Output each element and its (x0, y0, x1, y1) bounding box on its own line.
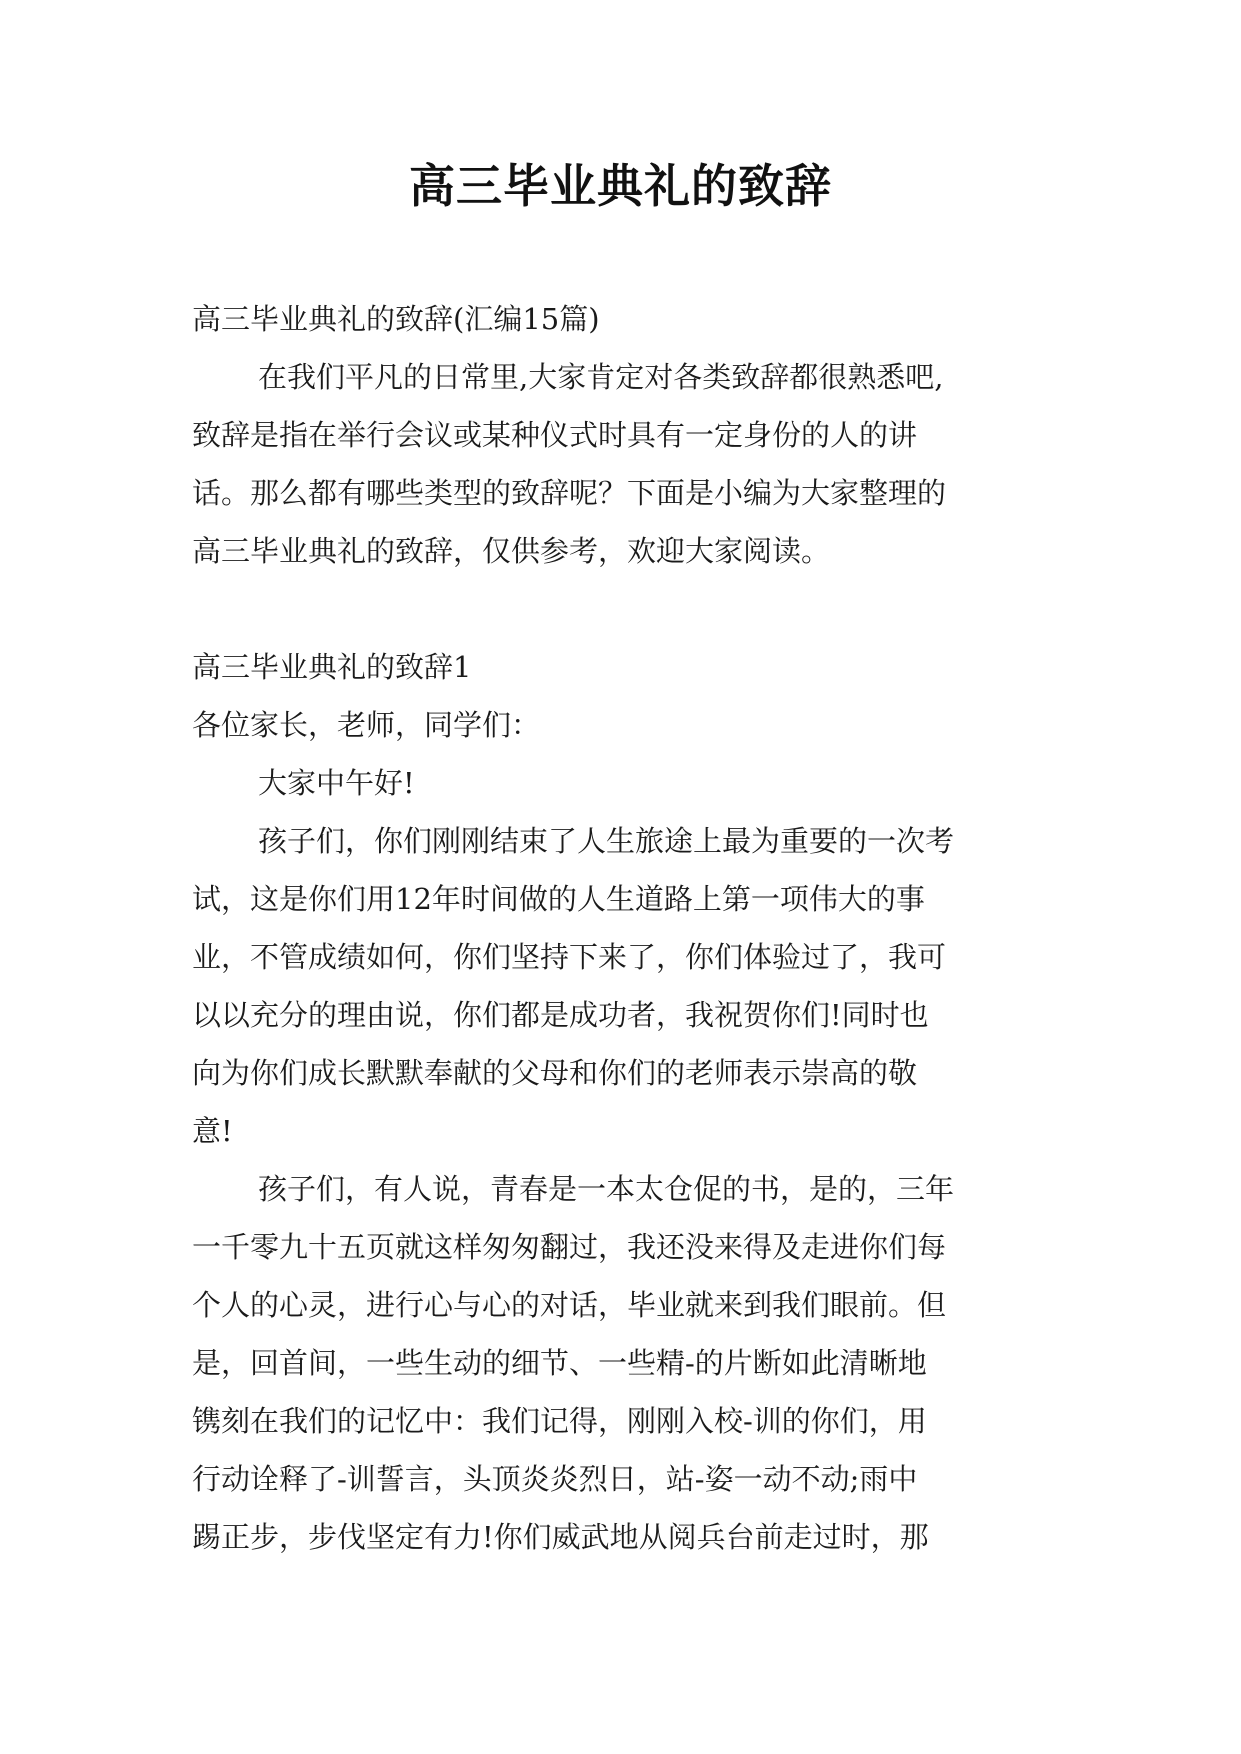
paragraph-line: 一千零九十五页就这样匆匆翻过，我还没来得及走进你们每 (192, 1230, 947, 1264)
document-body (192, 290, 1054, 1566)
paragraph-line: 向为你们成长默默奉献的父母和你们的老师表示崇高的敬 (192, 1056, 918, 1090)
paragraph-line: 个人的心灵，进行心与心的对话，毕业就来到我们眼前。但 (192, 1288, 947, 1322)
intro-line: 高三毕业典礼的致辞，仅供参考，欢迎大家阅读。 (192, 534, 831, 568)
intro-line: 话。那么都有哪些类型的致辞呢？下面是小编为大家整理的 (192, 476, 947, 510)
intro-line: 在我们平凡的日常里,大家肯定对各类致辞都很熟悉吧, (258, 360, 944, 394)
paragraph-line: 踢正步，步伐坚定有力!你们威武地从阅兵台前走过时，那 (192, 1520, 929, 1554)
paragraph-line: 孩子们，你们刚刚结束了人生旅途上最为重要的一次考 (258, 824, 955, 858)
paragraph-line: 行动诠释了-训誓言，头顶炎炎烈日，站-姿一动不动;雨中 (192, 1462, 918, 1496)
intro-paragraph (192, 348, 1054, 580)
paragraph-line: 以以充分的理由说，你们都是成功者，我祝贺你们!同时也 (192, 998, 929, 1032)
intro-line: 致辞是指在举行会议或某种仪式时具有一定身份的人的讲 (192, 418, 918, 452)
paragraph-line: 孩子们，有人说，青春是一本太仓促的书，是的，三年 (258, 1172, 955, 1206)
paragraph-line: 试，这是你们用12年时间做的人生道路上第一项伟大的事 (192, 882, 925, 916)
paragraph-spacer (192, 580, 1054, 638)
speech-paragraph-2 (192, 1160, 1054, 1566)
document-title: 高三毕业典礼的致辞 (409, 159, 832, 213)
paragraph-line: 意! (192, 1114, 233, 1148)
paragraph-line: 是，回首间，一些生动的细节、一些精-的片断如此清晰地 (192, 1346, 927, 1380)
paragraph-line: 镌刻在我们的记忆中：我们记得，刚刚入校-训的你们，用 (192, 1404, 927, 1438)
paragraph-line: 业，不管成绩如何，你们坚持下来了，你们体验过了，我可 (192, 940, 947, 974)
greeting: 大家中午好! (258, 766, 415, 800)
section-heading: 高三毕业典礼的致辞1 (192, 650, 472, 684)
speech-paragraph-1 (192, 812, 1054, 1160)
salutation: 各位家长，老师，同学们： (192, 708, 541, 742)
document-subtitle: 高三毕业典礼的致辞(汇编15篇) (192, 302, 600, 336)
